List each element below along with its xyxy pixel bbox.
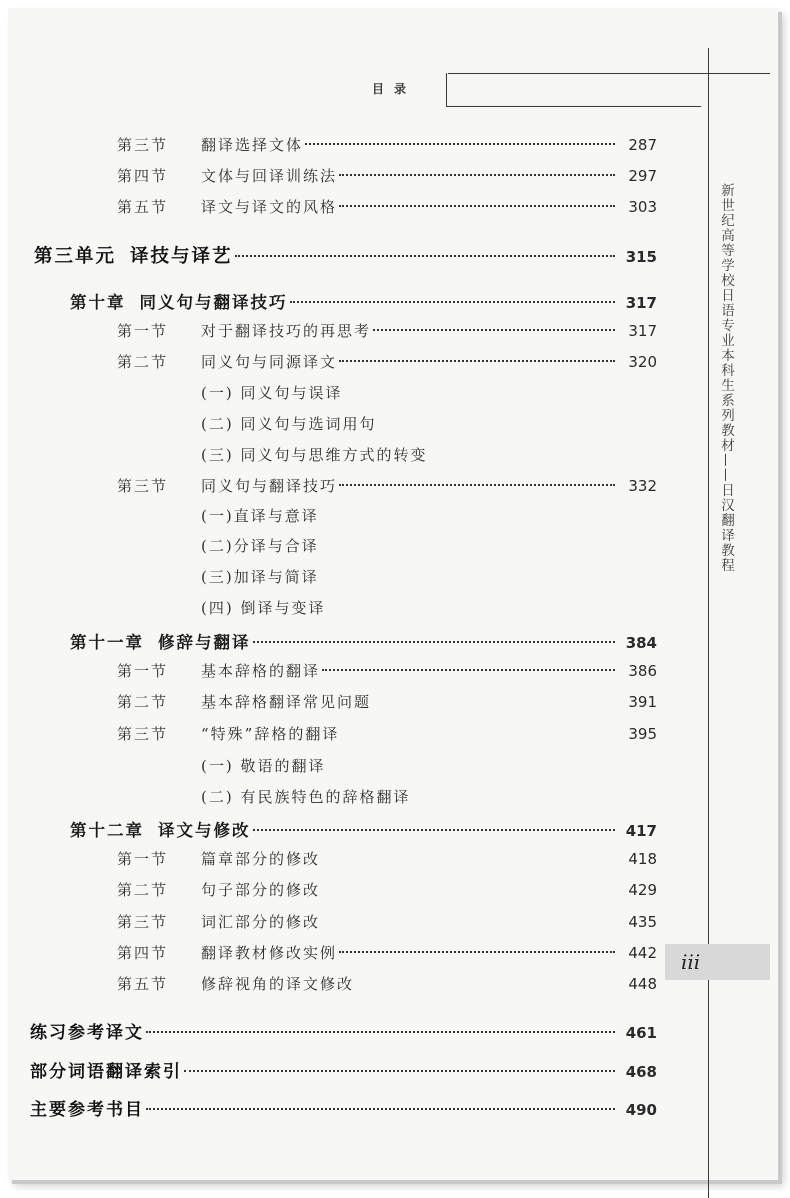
leader-dots bbox=[290, 301, 616, 303]
toc-unit-entry[interactable] bbox=[34, 242, 657, 268]
toc-entry[interactable] bbox=[117, 942, 657, 963]
toc-subsection[interactable]: (二) 同义句与选词用句 bbox=[201, 415, 377, 433]
entry-label: 第五节 bbox=[117, 198, 169, 216]
toc-entry[interactable] bbox=[117, 848, 657, 869]
entry-label: 第一节 bbox=[117, 850, 169, 868]
entry-title: 翻译教材修改实例 bbox=[201, 944, 338, 962]
entry-title: 主要参考书目 bbox=[30, 1100, 144, 1120]
entry-label: 第五节 bbox=[117, 975, 169, 993]
entry-title: 对于翻译技巧的再思考 bbox=[201, 322, 372, 340]
entry-label: 第三单元 bbox=[34, 246, 117, 267]
toc-subsection[interactable]: (三)加译与简译 bbox=[201, 568, 319, 586]
entry-label: 第十一章 bbox=[70, 633, 144, 652]
toc-chapter-entry[interactable] bbox=[70, 629, 657, 653]
entry-title: 译技与译艺 bbox=[130, 246, 233, 267]
entry-label: 第四节 bbox=[117, 944, 169, 962]
toc-subsection[interactable]: (二)分译与合译 bbox=[201, 537, 319, 555]
entry-page: 332 bbox=[628, 477, 657, 495]
entry-page: 317 bbox=[628, 322, 657, 340]
toc-subsection[interactable]: (一)直译与意译 bbox=[201, 507, 319, 525]
toc-entry[interactable] bbox=[117, 691, 657, 712]
toc-entry[interactable] bbox=[117, 660, 657, 681]
entry-label: 第二节 bbox=[117, 693, 169, 711]
toc-chapter-entry[interactable] bbox=[70, 817, 657, 841]
toc-subsection[interactable]: (一) 同义句与误译 bbox=[201, 384, 343, 402]
entry-page: 468 bbox=[625, 1063, 657, 1081]
entry-label: 第一节 bbox=[117, 662, 169, 680]
toc-entry[interactable] bbox=[117, 911, 657, 932]
toc-appendix-entry[interactable] bbox=[30, 1095, 657, 1120]
header-box-bottom bbox=[446, 106, 701, 107]
running-head: 目录 bbox=[372, 82, 417, 96]
entry-title: 同义句与翻译技巧 bbox=[201, 477, 338, 495]
series-side-title: 新世纪高等学校日语专业本科生系列教材——日汉翻译教程 bbox=[718, 183, 734, 573]
entry-title: 篇章部分的修改 bbox=[201, 850, 321, 868]
toc-appendix-entry[interactable] bbox=[30, 1018, 657, 1043]
entry-page: 461 bbox=[625, 1024, 657, 1042]
entry-title: “特殊”辞格的翻译 bbox=[201, 725, 340, 743]
leader-dots bbox=[235, 255, 615, 257]
toc-entry[interactable] bbox=[117, 351, 657, 372]
entry-label: 第十二章 bbox=[70, 821, 144, 840]
entry-page: 435 bbox=[628, 913, 657, 931]
leader-dots bbox=[373, 329, 615, 331]
entry-label: 第一节 bbox=[117, 322, 169, 340]
entry-page: 386 bbox=[628, 662, 657, 680]
entry-page: 418 bbox=[628, 850, 657, 868]
toc-chapter-entry[interactable] bbox=[70, 289, 657, 313]
leader-dots bbox=[322, 888, 615, 890]
entry-title: 修辞与翻译 bbox=[158, 633, 251, 652]
entry-title: 同义句与同源译文 bbox=[201, 353, 338, 371]
leader-dots bbox=[373, 700, 615, 702]
leader-dots bbox=[339, 951, 615, 953]
entry-page: 384 bbox=[625, 634, 657, 652]
entry-title: 部分词语翻译索引 bbox=[30, 1062, 182, 1082]
leader-dots bbox=[356, 982, 615, 984]
entry-label: 第二节 bbox=[117, 353, 169, 371]
entry-title: 句子部分的修改 bbox=[201, 881, 321, 899]
entry-page: 391 bbox=[628, 693, 657, 711]
toc-entry[interactable] bbox=[117, 196, 657, 217]
leader-dots bbox=[253, 641, 616, 643]
entry-page: 317 bbox=[625, 294, 657, 312]
entry-title: 译文与修改 bbox=[158, 821, 251, 840]
entry-label: 第三节 bbox=[117, 136, 169, 154]
entry-title: 同义句与翻译技巧 bbox=[139, 293, 288, 312]
entry-page: 320 bbox=[628, 353, 657, 371]
entry-page: 490 bbox=[625, 1101, 657, 1119]
toc-entry[interactable] bbox=[117, 475, 657, 496]
entry-label: 第三节 bbox=[117, 725, 169, 743]
toc-entry[interactable] bbox=[117, 973, 657, 994]
entry-page: 315 bbox=[625, 248, 657, 266]
vertical-rule bbox=[708, 48, 709, 1198]
entry-page: 287 bbox=[628, 136, 657, 154]
toc-entry[interactable] bbox=[117, 165, 657, 186]
toc-subsection[interactable]: (二) 有民族特色的辞格翻译 bbox=[201, 788, 411, 806]
leader-dots bbox=[339, 205, 615, 207]
entry-page: 417 bbox=[625, 822, 657, 840]
toc-appendix-entry[interactable] bbox=[30, 1057, 657, 1082]
entry-label: 第三节 bbox=[117, 913, 169, 931]
entry-page: 429 bbox=[628, 881, 657, 899]
entry-page: 303 bbox=[628, 198, 657, 216]
leader-dots bbox=[146, 1031, 615, 1033]
entry-label: 第二节 bbox=[117, 881, 169, 899]
leader-dots bbox=[339, 360, 615, 362]
leader-dots bbox=[305, 143, 615, 145]
entry-title: 文体与回译训练法 bbox=[201, 167, 338, 185]
entry-label: 第十章 bbox=[70, 293, 126, 312]
leader-dots bbox=[322, 857, 615, 859]
leader-dots bbox=[253, 829, 616, 831]
leader-dots bbox=[322, 920, 615, 922]
entry-title: 修辞视角的译文修改 bbox=[201, 975, 355, 993]
entry-title: 译文与译文的风格 bbox=[201, 198, 338, 216]
entry-label: 第四节 bbox=[117, 167, 169, 185]
entry-title: 基本辞格翻译常见问题 bbox=[201, 693, 372, 711]
header-box-left bbox=[446, 73, 447, 107]
entry-page: 395 bbox=[628, 725, 657, 743]
entry-page: 442 bbox=[628, 944, 657, 962]
leader-dots bbox=[184, 1070, 615, 1072]
leader-dots bbox=[146, 1108, 615, 1110]
toc-entry[interactable] bbox=[117, 320, 657, 341]
entry-page: 297 bbox=[628, 167, 657, 185]
toc-subsection[interactable]: (三) 同义句与思维方式的转变 bbox=[201, 446, 428, 464]
leader-dots bbox=[341, 732, 615, 734]
entry-label: 第三节 bbox=[117, 477, 169, 495]
entry-title: 练习参考译文 bbox=[30, 1023, 144, 1043]
leader-dots bbox=[339, 174, 615, 176]
leader-dots bbox=[339, 484, 615, 486]
entry-title: 词汇部分的修改 bbox=[201, 913, 321, 931]
header-rule bbox=[448, 73, 770, 74]
toc-subsection[interactable]: (四) 倒译与变译 bbox=[201, 599, 326, 617]
page-number: iii bbox=[681, 950, 701, 974]
leader-dots bbox=[322, 669, 615, 671]
entry-page: 448 bbox=[628, 975, 657, 993]
toc-subsection[interactable]: (一) 敬语的翻译 bbox=[201, 757, 326, 775]
entry-title: 翻译选择文体 bbox=[201, 136, 304, 154]
toc-entry[interactable] bbox=[117, 723, 657, 744]
entry-title: 基本辞格的翻译 bbox=[201, 662, 321, 680]
toc-entry[interactable] bbox=[117, 134, 657, 155]
toc-entry[interactable] bbox=[117, 879, 657, 900]
